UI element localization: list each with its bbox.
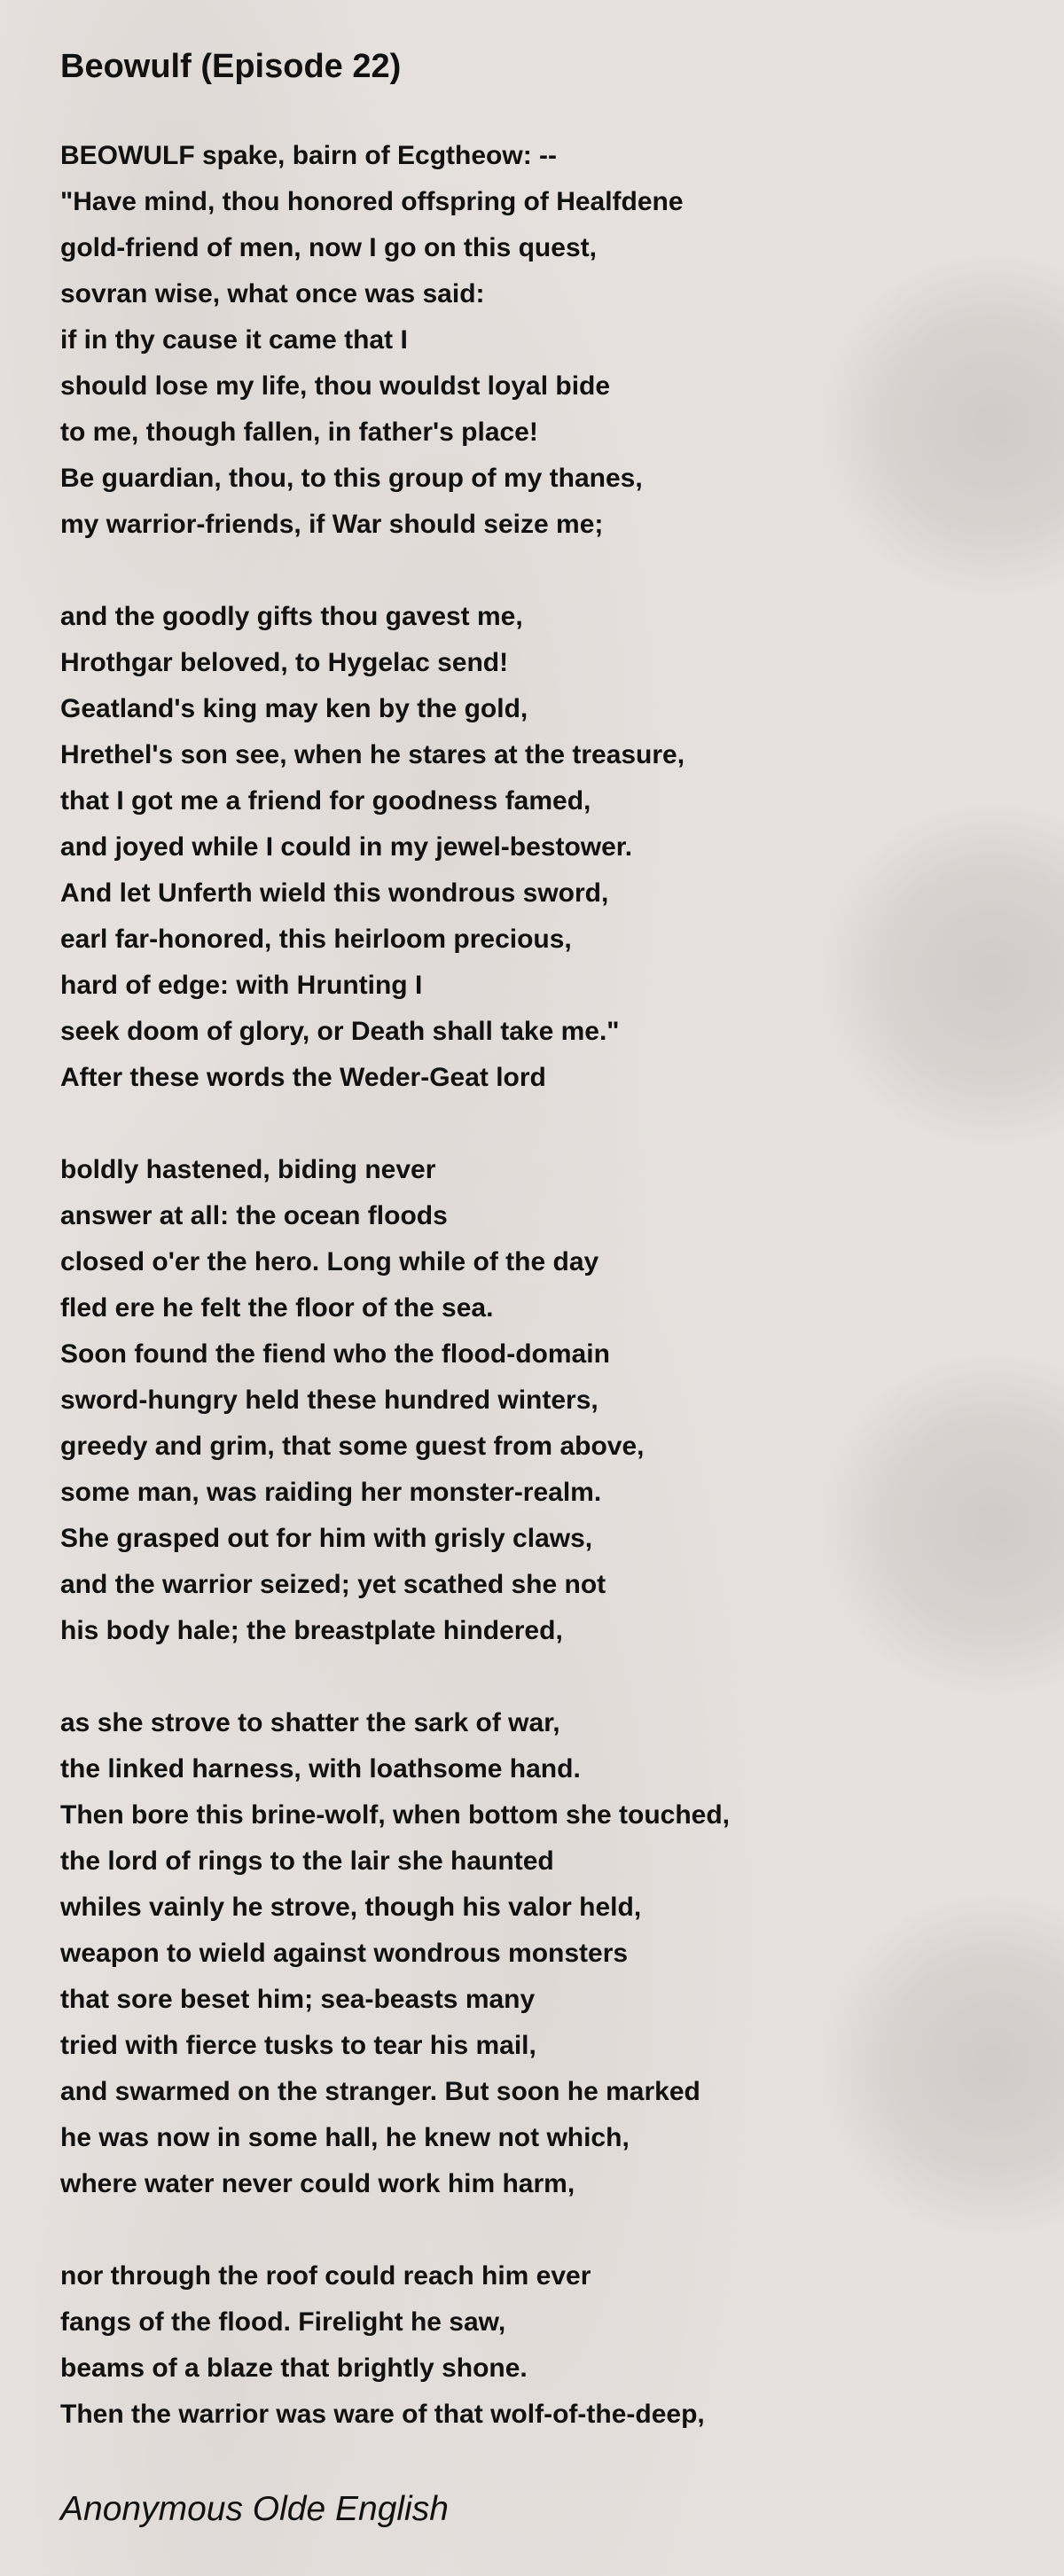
stanza-1 (60, 133, 730, 548)
poem-line: that sore beset him; sea-beasts many (60, 1985, 536, 2014)
poem-line: BEOWULF spake, bairn of Ecgtheow: -- (60, 141, 558, 170)
poem-line: Then the warrior was ware of that wolf-of-the-deep, (60, 2400, 705, 2429)
poem-line: She grasped out for him with grisly claws, (60, 1524, 593, 1553)
poem-line: After these words the Weder-Geat lord (60, 1063, 546, 1092)
poem-line: as she strove to shatter the sark of war, (60, 1708, 560, 1737)
poem-body (60, 133, 730, 2484)
poem-line: whiles vainly he strove, though his valor held, (60, 1893, 642, 1922)
poem-line: sovran wise, what once was said: (60, 279, 485, 308)
poem-line: hard of edge: with Hrunting I (60, 971, 423, 1000)
poem-line: my warrior-friends, if War should seize me; (60, 510, 604, 539)
poem-line: Then bore this brine-wolf, when bottom she touched, (60, 1800, 730, 1830)
poem-line: to me, though fallen, in father's place! (60, 418, 538, 447)
poem-line: And let Unferth wield this wondrous sword, (60, 878, 609, 908)
poem-line: and swarmed on the stranger. But soon he marked (60, 2077, 700, 2106)
poem-line: nor through the roof could reach him ever (60, 2261, 591, 2291)
poem-line: seek doom of glory, or Death shall take me." (60, 1017, 620, 1046)
poem-line: Geatland's king may ken by the gold, (60, 694, 528, 723)
poem-line: and joyed while I could in my jewel-bestower. (60, 832, 633, 862)
poem-line: should lose my life, thou wouldst loyal bide (60, 371, 611, 401)
poem-line: and the warrior seized; yet scathed she not (60, 1570, 606, 1599)
poem-line: sword-hungry held these hundred winters, (60, 1386, 598, 1415)
poem-line: beams of a blaze that brightly shone. (60, 2354, 528, 2383)
poem-line: closed o'er the hero. Long while of the day (60, 1247, 599, 1276)
poem-line: weapon to wield against wondrous monsters (60, 1939, 629, 1968)
poem-line: if in thy cause it came that I (60, 325, 408, 355)
poem-line: and the goodly gifts thou gavest me, (60, 602, 523, 631)
poem-line: earl far-honored, this heirloom precious, (60, 925, 572, 954)
poem-line: that I got me a friend for goodness famed, (60, 786, 591, 816)
poem-line: greedy and grim, that some guest from above, (60, 1432, 645, 1461)
poem-line: the lord of rings to the lair she haunted (60, 1846, 554, 1876)
stanza-3 (60, 1147, 730, 1654)
poem-title: Beowulf (Episode 22) (60, 48, 402, 85)
poem-line: he was now in some hall, he knew not which, (60, 2123, 630, 2152)
poem-line: where water never could work him harm, (60, 2169, 575, 2198)
poem-line: "Have mind, thou honored offspring of Healfdene (60, 187, 684, 216)
poem-line: some man, was raiding her monster-realm. (60, 1478, 602, 1507)
stanza-4 (60, 1700, 730, 2207)
poem-author: Anonymous Olde English (60, 2490, 449, 2528)
poem-line: fled ere he felt the floor of the sea. (60, 1293, 494, 1323)
poem-line: boldly hastened, biding never (60, 1155, 436, 1184)
poem-line: answer at all: the ocean floods (60, 1201, 448, 1230)
poem-line: his body hale; the breastplate hindered, (60, 1616, 563, 1645)
stanza-2 (60, 594, 730, 1101)
poem-line: Hrethel's son see, when he stares at the treasure, (60, 740, 685, 769)
poem-line: tried with fierce tusks to tear his mail, (60, 2031, 536, 2060)
poem-line: Hrothgar beloved, to Hygelac send! (60, 648, 509, 677)
stanza-5 (60, 2253, 730, 2438)
poem-line: gold-friend of men, now I go on this quest, (60, 233, 597, 262)
poem-line: Be guardian, thou, to this group of my thanes, (60, 464, 643, 493)
poem-line: fangs of the flood. Firelight he saw, (60, 2307, 506, 2337)
poem-line: the linked harness, with loathsome hand. (60, 1754, 581, 1784)
poem-line: Soon found the fiend who the flood-domain (60, 1339, 610, 1369)
